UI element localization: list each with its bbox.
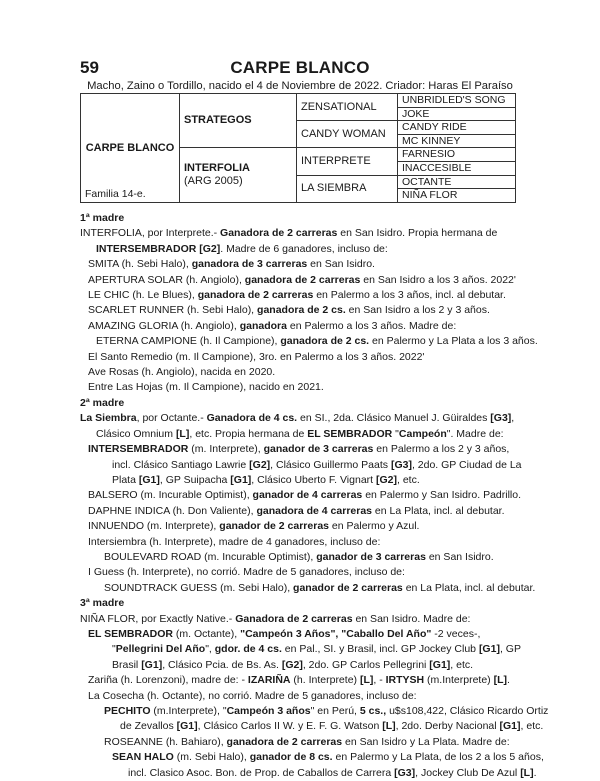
text-run: en SI., 2da. Clásico Manuel J. Güiraldes bbox=[297, 412, 491, 425]
pedigree-g3-2: JOKE bbox=[398, 107, 516, 121]
text-run: Ave Rosas (h. Angiolo), nacida en 2020. bbox=[88, 366, 276, 379]
bold-text: [G3] bbox=[394, 766, 416, 779]
bold-text: [G1] bbox=[230, 473, 252, 486]
section-heading bbox=[80, 211, 530, 226]
text-run: INNUENDO (m. Interprete), bbox=[88, 520, 220, 533]
pedigree-horse bbox=[81, 94, 180, 203]
text-run: , Clásico Carlos II W. y E. F. G. Watson bbox=[197, 720, 383, 733]
bold-text: Campeón 3 años bbox=[226, 705, 311, 717]
text-run: Brasil bbox=[112, 658, 142, 671]
text-run: Entre Las Hojas (m. Il Campione), nacido en 2021. bbox=[88, 381, 324, 394]
text-run: en San Isidro. Madre de: bbox=[352, 612, 471, 625]
bold-text: Pellegrini Del Año bbox=[115, 643, 206, 656]
bold-text: IRTYSH bbox=[385, 674, 425, 687]
bold-text: Ganadora de 4 cs. bbox=[206, 412, 298, 425]
bold-text: [G1] bbox=[176, 720, 198, 733]
bold-text: 5 cs., bbox=[359, 705, 387, 717]
horse-title: CARPE BLANCO bbox=[230, 58, 370, 77]
bold-text: IZARIÑA bbox=[247, 674, 291, 687]
bold-text: "Campeón 3 Años", "Caballo Del Año" bbox=[240, 627, 432, 640]
text-run: , 2do. GP Carlos Pellegrini bbox=[302, 658, 430, 671]
text-run: BALSERO (m. Incurable Optimist), bbox=[88, 489, 253, 502]
bold-text: SEAN HALO bbox=[112, 751, 174, 764]
text-run: en San Isidro a los 2 y 3 años. bbox=[345, 304, 490, 317]
pedigree-sire-sire: ZENSATIONAL bbox=[297, 94, 398, 121]
bold-text: ganadora de 2 cs. bbox=[280, 335, 370, 348]
record-line bbox=[80, 735, 530, 750]
text-run: , etc. bbox=[450, 658, 474, 671]
bold-text: 1ª madre bbox=[80, 212, 125, 224]
pedigree-g3-4: MC KINNEY bbox=[398, 134, 516, 148]
pedigree-g3-6: INACCESIBLE bbox=[398, 161, 516, 175]
bold-text: ganadora de 2 carreras bbox=[244, 273, 361, 286]
bold-text: INTERSEMBRADOR [G2] bbox=[96, 242, 221, 255]
text-run: en Pal., SI. y Brasil, incl. GP Jockey Club bbox=[281, 643, 479, 656]
text-run: , Clásico Pcia. de Bs. As. bbox=[162, 658, 282, 671]
bold-text: ganador de 3 carreras bbox=[263, 443, 374, 456]
section-heading bbox=[80, 396, 530, 411]
bold-text: ganadora de 3 carreras bbox=[191, 258, 308, 271]
text-run: en Palermo a los 3 años, incl. al debutar. bbox=[313, 289, 506, 302]
record-line bbox=[80, 411, 530, 426]
text-run: (m. Octante), bbox=[172, 627, 241, 640]
bold-text: EL SEMBRADOR bbox=[88, 627, 173, 640]
produce-record bbox=[80, 211, 549, 781]
text-run: , 2do. Derby Nacional bbox=[395, 720, 500, 733]
text-run: en Palermo a los 2 y 3 años, bbox=[373, 443, 510, 456]
record-line bbox=[80, 427, 530, 442]
bold-text: INTERSEMBRADOR bbox=[88, 443, 189, 456]
text-run: . bbox=[533, 766, 537, 779]
bold-text: [G1] bbox=[141, 658, 163, 671]
record-line bbox=[80, 273, 530, 288]
text-run: , por Octante.- bbox=[136, 412, 207, 425]
text-run: SOUNDTRACK GUESS (m. Sebi Halo), bbox=[104, 581, 294, 594]
text-run: LE CHIC (h. Le Blues), bbox=[88, 289, 198, 302]
text-run: Plata bbox=[112, 473, 139, 486]
text-run: . Madre de 6 ganadores, incluso de: bbox=[220, 242, 388, 255]
lot-number: 59 bbox=[80, 58, 99, 77]
text-run: , GP Suipacha bbox=[159, 473, 231, 486]
text-run: AMAZING GLORIA (h. Angiolo), bbox=[88, 319, 240, 332]
record-line bbox=[80, 442, 530, 457]
text-run: . bbox=[507, 674, 510, 687]
text-run: I Guess (h. Interprete), no corrió. Madre de 5 ganadores, incluso de: bbox=[88, 566, 405, 579]
pedigree-horse-name: CARPE BLANCO bbox=[85, 141, 175, 154]
text-run: en Palermo y San Isidro. Padrillo. bbox=[362, 489, 522, 502]
bold-text: Campeón bbox=[398, 427, 447, 440]
record-line bbox=[80, 488, 530, 503]
text-run: " en Perú, bbox=[310, 705, 360, 717]
pedigree-dam-dam: LA SIEMBRA bbox=[297, 175, 398, 202]
text-run: " bbox=[112, 643, 116, 656]
bold-text: [G1] bbox=[138, 473, 160, 486]
record-line bbox=[80, 380, 530, 395]
record-line bbox=[80, 750, 544, 765]
bold-text: ganador de 2 carreras bbox=[219, 520, 330, 533]
text-run: (m. Interprete), bbox=[188, 443, 264, 456]
bold-text: [G3] bbox=[490, 412, 512, 425]
text-run: en San Isidro a los 3 años. 2022' bbox=[360, 273, 516, 286]
pedigree-dam-sire: INTERPRETE bbox=[297, 148, 398, 175]
record-line bbox=[80, 334, 538, 349]
record-line bbox=[80, 719, 544, 734]
text-run: ", bbox=[205, 643, 215, 656]
record-line bbox=[80, 766, 537, 781]
bold-text: ganador de 3 carreras bbox=[316, 550, 426, 563]
text-run: Intersiembra (h. Interprete), madre de 4 ganadores, incluso de: bbox=[88, 535, 381, 548]
text-run: en San Isidro. bbox=[307, 258, 375, 271]
pedigree-g3-8: NIÑA FLOR bbox=[398, 189, 516, 203]
bold-text: [G1] bbox=[499, 720, 521, 733]
bold-text: ganadora de 2 carreras bbox=[226, 735, 343, 748]
text-run: DAPHNE INDICA (h. Don Valiente), bbox=[88, 504, 257, 517]
text-run: SCARLET RUNNER (h. Sebi Halo), bbox=[88, 304, 258, 317]
text-run: u$s108,422, Clásico Ricardo Ortiz bbox=[386, 705, 549, 717]
bold-text: ganadora de 2 cs. bbox=[257, 304, 346, 317]
record-line bbox=[80, 519, 530, 534]
bold-text: [G2] bbox=[376, 473, 397, 486]
record-line bbox=[80, 319, 530, 334]
text-run: de Zevallos bbox=[120, 720, 177, 733]
text-run: (m.Interprete), " bbox=[150, 705, 227, 717]
text-run: , bbox=[511, 412, 515, 425]
pedigree-dam bbox=[180, 148, 297, 202]
pedigree-dam-note: (ARG 2005) bbox=[184, 175, 243, 188]
record-line bbox=[80, 458, 530, 473]
text-run: Zariña (h. Lorenzoni), madre de: - bbox=[88, 674, 248, 687]
pedigree-family: Familia 14-e. bbox=[85, 188, 146, 201]
bold-text: [G3] bbox=[390, 458, 412, 471]
pedigree-g3-3: CANDY RIDE bbox=[398, 121, 516, 135]
bold-text: [G1] bbox=[478, 643, 500, 656]
bold-text: ganador de 4 carreras bbox=[252, 489, 363, 502]
bold-text: [L] bbox=[493, 674, 507, 687]
bold-text: Ganadora de 2 carreras bbox=[235, 612, 353, 625]
record-line bbox=[80, 242, 530, 257]
text-run: , etc. Propia hermana de bbox=[189, 427, 308, 440]
record-line bbox=[80, 303, 530, 318]
bold-text: [G2] bbox=[249, 458, 271, 471]
text-run: , Jockey Club De Azul bbox=[415, 766, 521, 779]
text-run: en Palermo y La Plata, de los 2 a los 5 años, bbox=[332, 751, 544, 764]
section-heading bbox=[80, 596, 530, 611]
text-run: INTERFOLIA, por Interprete.- bbox=[80, 227, 221, 240]
bold-text: ganadora bbox=[239, 319, 287, 332]
text-run: ". Madre de: bbox=[446, 427, 504, 440]
text-run: incl. Clasico Asoc. Bon. de Prop. de Caballos de Carrera bbox=[128, 766, 395, 779]
bold-text: EL SEMBRADOR bbox=[307, 427, 393, 440]
record-line bbox=[80, 689, 530, 704]
text-run: en San Isidro. Propia hermana de bbox=[337, 227, 498, 240]
text-run: ETERNA CAMPIONE (h. Il Campione), bbox=[96, 335, 281, 348]
pedigree-sire-dam: CANDY WOMAN bbox=[297, 121, 398, 148]
bold-text: 3ª madre bbox=[80, 597, 125, 610]
record-line bbox=[80, 550, 530, 565]
bold-text: [L] bbox=[520, 766, 534, 779]
record-line bbox=[80, 257, 530, 272]
text-run: en Palermo a los 3 años. Madre de: bbox=[286, 319, 457, 332]
record-line bbox=[80, 658, 530, 673]
text-run: , Clásico Guillermo Paats bbox=[270, 458, 391, 471]
text-run: en Palermo y Azul. bbox=[329, 520, 420, 533]
record-line bbox=[80, 365, 530, 380]
text-run: incl. Clásico Santiago Lawrie bbox=[112, 458, 250, 471]
text-run: en La Plata, incl. al debutar. bbox=[402, 581, 536, 594]
record-line bbox=[80, 673, 530, 688]
bold-text: gdor. de 4 cs. bbox=[214, 643, 282, 656]
record-line bbox=[80, 627, 530, 642]
record-line bbox=[80, 642, 530, 657]
text-run: en Palermo y La Plata a los 3 años. bbox=[369, 335, 538, 348]
record-line bbox=[80, 704, 549, 719]
text-run: NIÑA FLOR, por Exactly Native.- bbox=[80, 612, 236, 625]
text-run: ROSEANNE (h. Bahiaro), bbox=[104, 735, 227, 748]
record-line bbox=[80, 535, 530, 550]
text-run: (m.Interprete) bbox=[424, 674, 494, 687]
record-line bbox=[80, 473, 530, 488]
text-run: , etc. bbox=[397, 473, 420, 486]
text-run: , etc. bbox=[520, 720, 544, 733]
bold-text: [G2] bbox=[281, 658, 303, 671]
pedigree-sire-name: STRATEGOS bbox=[184, 114, 252, 127]
text-run: BOULEVARD ROAD (m. Incurable Optimist), bbox=[104, 550, 317, 563]
record-line bbox=[80, 565, 530, 580]
text-run: en San Isidro y La Plata. Madre de: bbox=[342, 735, 510, 748]
pedigree-table bbox=[80, 93, 516, 203]
text-run: , 2do. GP Ciudad de La bbox=[411, 458, 522, 471]
bold-text: [G1] bbox=[429, 658, 451, 671]
pedigree-g3-7: OCTANTE bbox=[398, 175, 516, 189]
bold-text: PECHITO bbox=[104, 705, 151, 717]
bold-text: 2ª madre bbox=[80, 396, 125, 409]
text-run: en La Plata, incl. al debutar. bbox=[372, 504, 505, 517]
text-run: APERTURA SOLAR (h. Angiolo), bbox=[88, 273, 245, 286]
record-line bbox=[80, 350, 530, 365]
text-run: en San Isidro. bbox=[425, 550, 494, 563]
pedigree-g3-1: UNBRIDLED'S SONG bbox=[398, 94, 516, 108]
text-run: (h. Interprete) bbox=[290, 674, 360, 687]
bold-text: ganadora de 4 carreras bbox=[256, 504, 373, 517]
bold-text: ganadora de 2 carreras bbox=[197, 289, 314, 302]
bold-text: [L] bbox=[359, 674, 374, 687]
text-run: (m. Sebi Halo), bbox=[173, 751, 250, 764]
text-run: -2 veces-, bbox=[431, 627, 481, 640]
text-run: La Cosecha (h. Octante), no corrió. Madre de 5 ganadores, incluso de: bbox=[88, 689, 417, 702]
pedigree-g3-5: FARNESIO bbox=[398, 148, 516, 162]
text-run: SMITA (h. Sebi Halo), bbox=[88, 258, 192, 271]
bold-text: [L] bbox=[382, 720, 396, 733]
text-run: , GP bbox=[499, 643, 521, 656]
text-run: El Santo Remedio (m. Il Campione), 3ro. en Palermo a los 3 años. 2022' bbox=[88, 350, 425, 363]
record-line bbox=[80, 504, 530, 519]
record-line bbox=[80, 612, 530, 627]
record-line bbox=[80, 288, 530, 303]
record-line bbox=[80, 581, 536, 596]
text-run: , Clásico Uberto F. Vignart bbox=[251, 473, 376, 486]
bold-text: [L] bbox=[175, 427, 190, 440]
text-run: Clásico Omnium bbox=[96, 427, 176, 440]
text-run: " bbox=[392, 427, 399, 440]
bold-text: Ganadora de 2 carreras bbox=[220, 227, 338, 240]
bold-text: ganador de 8 cs. bbox=[249, 751, 333, 764]
record-line bbox=[80, 226, 530, 241]
pedigree-sire bbox=[180, 94, 297, 148]
pedigree-dam-name: INTERFOLIA bbox=[184, 162, 250, 175]
bold-text: La Siembra bbox=[80, 412, 137, 425]
text-run: , - bbox=[373, 674, 386, 687]
bold-text: ganador de 2 carreras bbox=[293, 581, 403, 594]
horse-subtitle: Macho, Zaino o Tordillo, nacido el 4 de Noviembre de 2022. Criador: Haras El Paraíso bbox=[87, 80, 513, 92]
